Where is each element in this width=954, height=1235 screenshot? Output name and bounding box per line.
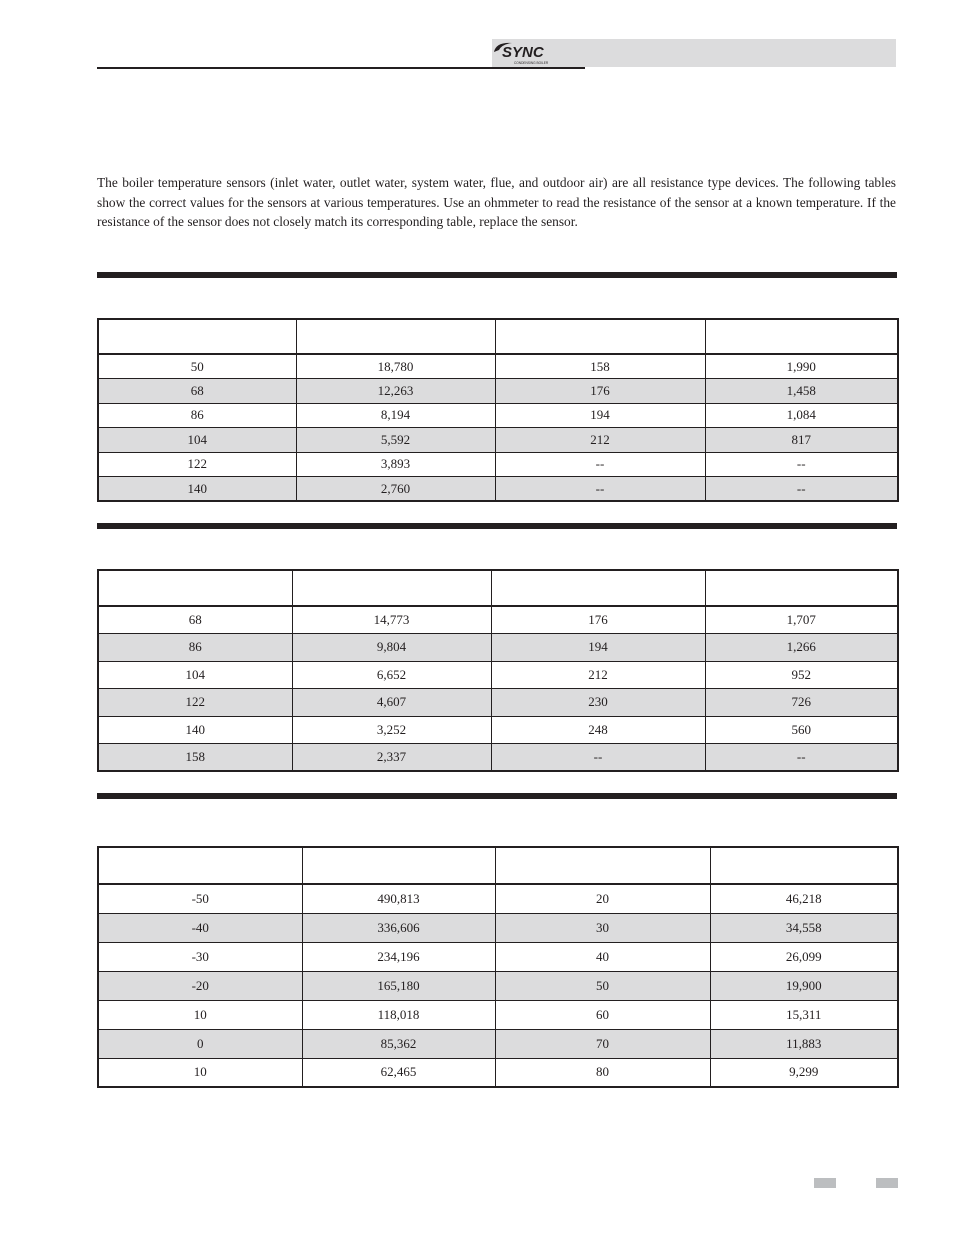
table-cell: 14,773 xyxy=(292,606,491,634)
table-cell: 230 xyxy=(491,689,705,717)
table-cell: 9,804 xyxy=(292,634,491,662)
table-cell: -- xyxy=(495,452,705,477)
table-cell: 70 xyxy=(495,1029,710,1058)
table-cell: 4,607 xyxy=(292,689,491,717)
table-row xyxy=(98,1000,898,1029)
header-rule xyxy=(97,67,585,69)
page-tab-left xyxy=(814,1178,836,1188)
table-cell: 60 xyxy=(495,1000,710,1029)
table-row xyxy=(98,379,898,404)
table-row xyxy=(98,452,898,477)
table-cell: 10 xyxy=(98,1058,302,1087)
table-cell: 1,707 xyxy=(705,606,898,634)
table-cell: -20 xyxy=(98,971,302,1000)
table-cell: 62,465 xyxy=(302,1058,495,1087)
table-cell: 952 xyxy=(705,661,898,689)
table-cell: 20 xyxy=(495,884,710,913)
table-row xyxy=(98,477,898,502)
table-cell: 194 xyxy=(491,634,705,662)
section-rule-2 xyxy=(97,523,897,529)
table-cell: 158 xyxy=(495,354,705,379)
header-cell xyxy=(302,847,495,884)
table-cell: 15,311 xyxy=(710,1000,898,1029)
table-cell: -50 xyxy=(98,884,302,913)
table-cell: 118,018 xyxy=(302,1000,495,1029)
header-cell xyxy=(98,570,292,606)
svg-text:CONDENSING BOILER: CONDENSING BOILER xyxy=(514,61,549,65)
table-row xyxy=(98,661,898,689)
table-cell: 30 xyxy=(495,913,710,942)
table-cell: 19,900 xyxy=(710,971,898,1000)
header-cell xyxy=(495,319,705,354)
table-cell: 50 xyxy=(98,354,296,379)
table-cell: -- xyxy=(491,744,705,772)
table-cell: -40 xyxy=(98,913,302,942)
page-tab-right xyxy=(876,1178,898,1188)
table-cell: 176 xyxy=(495,379,705,404)
table-cell: 165,180 xyxy=(302,971,495,1000)
table-cell: 2,337 xyxy=(292,744,491,772)
table-cell: -- xyxy=(705,477,898,502)
table-cell: 8,194 xyxy=(296,403,495,428)
table-row xyxy=(98,884,898,913)
header-cell xyxy=(292,570,491,606)
table-cell: 1,458 xyxy=(705,379,898,404)
table-cell: 85,362 xyxy=(302,1029,495,1058)
table-cell: 122 xyxy=(98,689,292,717)
table-row xyxy=(98,716,898,744)
sensor-table-3 xyxy=(97,846,899,1088)
table-cell: 817 xyxy=(705,428,898,453)
table-cell: 3,893 xyxy=(296,452,495,477)
table-cell: 9,299 xyxy=(710,1058,898,1087)
table-row xyxy=(98,634,898,662)
table-cell: 140 xyxy=(98,477,296,502)
table-cell: 18,780 xyxy=(296,354,495,379)
table-row xyxy=(98,744,898,772)
header-cell xyxy=(98,319,296,354)
header-cell xyxy=(491,570,705,606)
table-cell: 68 xyxy=(98,606,292,634)
table-cell: 40 xyxy=(495,942,710,971)
header-cell xyxy=(98,847,302,884)
table-row xyxy=(98,942,898,971)
header-cell xyxy=(705,319,898,354)
table-cell: 234,196 xyxy=(302,942,495,971)
table-cell: 248 xyxy=(491,716,705,744)
table-cell: 1,084 xyxy=(705,403,898,428)
table-row xyxy=(98,403,898,428)
table-cell: 10 xyxy=(98,1000,302,1029)
table-cell: 212 xyxy=(491,661,705,689)
table-cell: 34,558 xyxy=(710,913,898,942)
table-cell: 11,883 xyxy=(710,1029,898,1058)
table-row xyxy=(98,606,898,634)
table-cell: 26,099 xyxy=(710,942,898,971)
table-cell: 86 xyxy=(98,403,296,428)
table-row xyxy=(98,428,898,453)
table-row xyxy=(98,1029,898,1058)
table-row xyxy=(98,913,898,942)
table-cell: 122 xyxy=(98,452,296,477)
table-cell: 194 xyxy=(495,403,705,428)
table-cell: 104 xyxy=(98,661,292,689)
table-cell: -30 xyxy=(98,942,302,971)
table-cell: 560 xyxy=(705,716,898,744)
table-cell: 68 xyxy=(98,379,296,404)
table-cell: 80 xyxy=(495,1058,710,1087)
table-cell: 140 xyxy=(98,716,292,744)
table-cell: 5,592 xyxy=(296,428,495,453)
table-row xyxy=(98,1058,898,1087)
section-rule-1 xyxy=(97,272,897,278)
table-row xyxy=(98,689,898,717)
table-cell: 176 xyxy=(491,606,705,634)
intro-paragraph: The boiler temperature sensors (inlet water, outlet water, system water, flue, and outdoor air) are all resistance type devices. The following tables show the correct values for the sensors at various temperatures. Use an ohmmeter to read the resistance of the sensor at a known temperature. If the resistance of the sensor does not closely match its corresponding table, replace the sensor. xyxy=(97,175,896,229)
table-cell: 490,813 xyxy=(302,884,495,913)
header-cell xyxy=(296,319,495,354)
table-row xyxy=(98,971,898,1000)
sensor-table-2 xyxy=(97,569,899,772)
table-row xyxy=(98,354,898,379)
table-cell: 0 xyxy=(98,1029,302,1058)
table-cell: 212 xyxy=(495,428,705,453)
table-cell: -- xyxy=(705,452,898,477)
table-cell: 2,760 xyxy=(296,477,495,502)
section-rule-3 xyxy=(97,793,897,799)
table-cell: 158 xyxy=(98,744,292,772)
header-cell xyxy=(710,847,898,884)
table-cell: 726 xyxy=(705,689,898,717)
svg-text:SYNC: SYNC xyxy=(502,44,544,61)
table-cell: 104 xyxy=(98,428,296,453)
table-cell: 1,990 xyxy=(705,354,898,379)
table-cell: -- xyxy=(705,744,898,772)
table-cell: 6,652 xyxy=(292,661,491,689)
table-cell: 50 xyxy=(495,971,710,1000)
header-cell xyxy=(495,847,710,884)
table-cell: 336,606 xyxy=(302,913,495,942)
sync-logo xyxy=(492,40,562,66)
header-cell xyxy=(705,570,898,606)
table-cell: 1,266 xyxy=(705,634,898,662)
sensor-table-1 xyxy=(97,318,899,502)
table-cell: -- xyxy=(495,477,705,502)
table-cell: 3,252 xyxy=(292,716,491,744)
table-cell: 12,263 xyxy=(296,379,495,404)
table-cell: 86 xyxy=(98,634,292,662)
table-cell: 46,218 xyxy=(710,884,898,913)
